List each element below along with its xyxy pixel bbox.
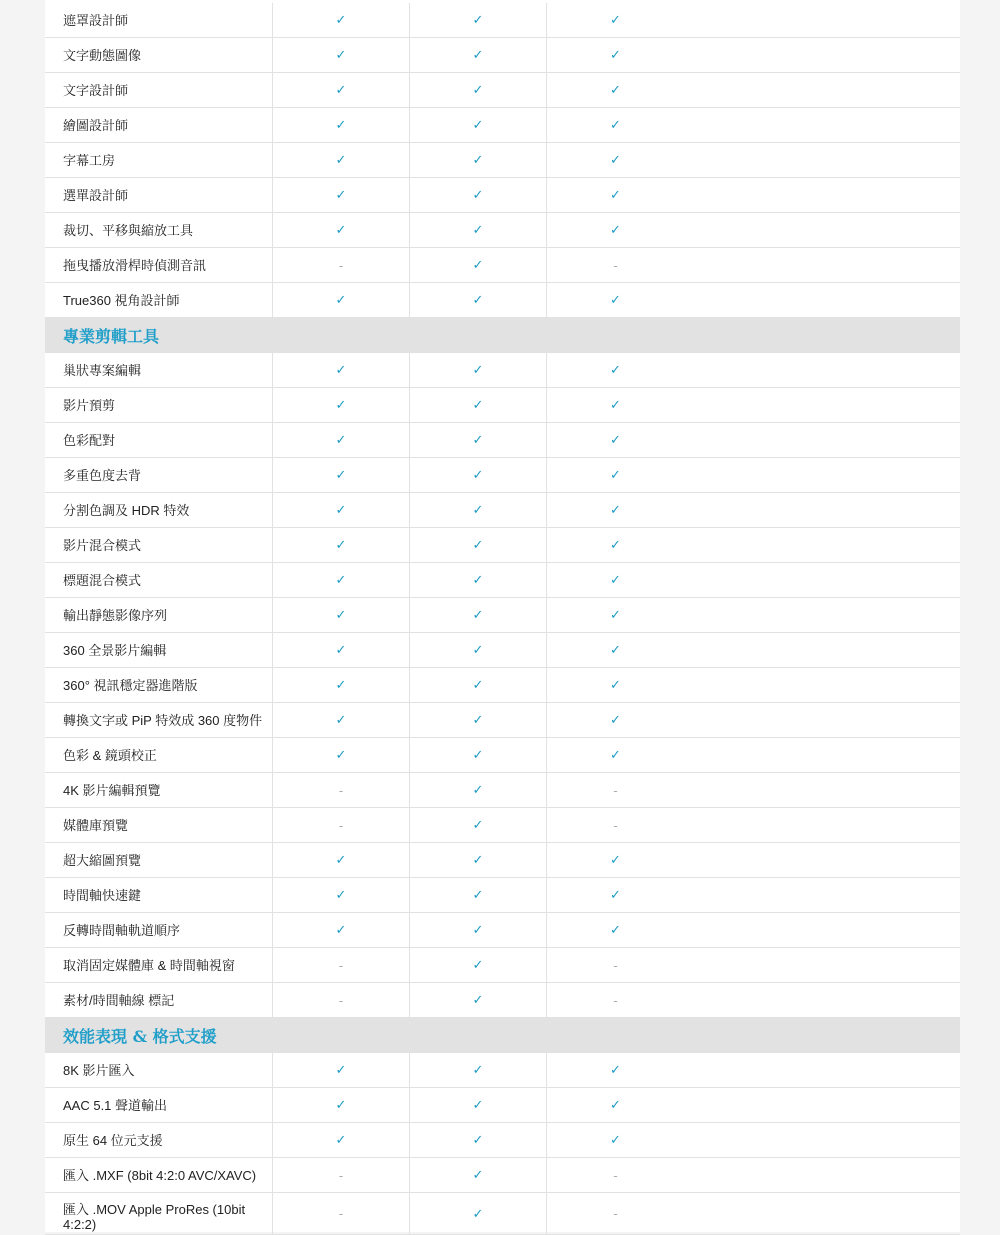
feature-name: 文字設計師 [45, 73, 273, 107]
check-icon: ✓ [410, 808, 547, 842]
check-icon: ✓ [273, 598, 410, 632]
feature-name: True360 視角設計師 [45, 283, 273, 317]
check-icon: ✓ [410, 1123, 547, 1157]
table-row [45, 178, 960, 213]
check-icon: ✓ [273, 423, 410, 457]
table-row [45, 563, 960, 598]
table-row [45, 1053, 960, 1088]
feature-name: 輸出靜態影像序列 [45, 598, 273, 632]
feature-name: 遮罩設計師 [45, 3, 273, 37]
feature-name: 標題混合模式 [45, 563, 273, 597]
table-row [45, 38, 960, 73]
dash-cell: - [273, 808, 410, 842]
dash-cell: - [613, 1167, 618, 1183]
check-icon: ✓ [273, 913, 410, 947]
table-row [45, 1123, 960, 1158]
table-row [45, 738, 960, 773]
check-icon: ✓ [410, 458, 547, 492]
check-icon: ✓ [410, 73, 547, 107]
check-icon: ✓ [410, 1158, 547, 1192]
table-row [45, 388, 960, 423]
check-icon: ✓ [273, 143, 410, 177]
feature-name: 文字動態圖像 [45, 38, 273, 72]
dash-cell: - [613, 817, 618, 833]
check-icon: ✓ [273, 388, 410, 422]
check-icon: ✓ [410, 108, 547, 142]
feature-name: 匯入 .MOV Apple ProRes (10bit 4:2:2) [45, 1193, 273, 1234]
check-icon: ✓ [273, 213, 410, 247]
check-icon: ✓ [273, 633, 410, 667]
feature-name: 時間軸快速鍵 [45, 878, 273, 912]
feature-name: 4K 影片編輯預覽 [45, 773, 273, 807]
check-icon: ✓ [610, 12, 621, 27]
feature-name: 原生 64 位元支援 [45, 1123, 273, 1157]
check-icon: ✓ [273, 353, 410, 387]
dash-cell: - [273, 1193, 410, 1234]
check-icon: ✓ [610, 292, 621, 307]
table-row [45, 528, 960, 563]
table-row [45, 1193, 960, 1235]
table-row [45, 108, 960, 143]
check-icon: ✓ [610, 922, 621, 937]
table-row [45, 878, 960, 913]
table-row [45, 1088, 960, 1123]
check-icon: ✓ [273, 108, 410, 142]
check-icon: ✓ [410, 528, 547, 562]
section-header: 專業剪輯工具 [45, 318, 960, 353]
feature-name: 轉換文字或 PiP 特效成 360 度物件 [45, 703, 273, 737]
check-icon: ✓ [410, 423, 547, 457]
check-icon: ✓ [610, 537, 621, 552]
check-icon: ✓ [610, 222, 621, 237]
feature-name: 色彩配對 [45, 423, 273, 457]
check-icon: ✓ [273, 178, 410, 212]
table-row [45, 3, 960, 38]
check-icon: ✓ [610, 1097, 621, 1112]
check-icon: ✓ [410, 913, 547, 947]
check-icon: ✓ [610, 362, 621, 377]
check-icon: ✓ [410, 178, 547, 212]
check-icon: ✓ [410, 703, 547, 737]
check-icon: ✓ [410, 493, 547, 527]
table-row [45, 983, 960, 1018]
check-icon: ✓ [273, 528, 410, 562]
table-row [45, 1158, 960, 1193]
feature-name: 字幕工房 [45, 143, 273, 177]
table-row [45, 493, 960, 528]
check-icon: ✓ [410, 213, 547, 247]
check-icon: ✓ [273, 1123, 410, 1157]
feature-name: 360° 視訊穩定器進階版 [45, 668, 273, 702]
table-row [45, 213, 960, 248]
check-icon: ✓ [410, 388, 547, 422]
feature-name: 分割色調及 HDR 特效 [45, 493, 273, 527]
feature-name: 素材/時間軸線 標記 [45, 983, 273, 1017]
table-row [45, 773, 960, 808]
dash-cell: - [613, 957, 618, 973]
check-icon: ✓ [273, 283, 410, 317]
check-icon: ✓ [273, 703, 410, 737]
feature-name: 360 全景影片編輯 [45, 633, 273, 667]
dash-cell: - [273, 1158, 410, 1192]
dash-cell: - [273, 983, 410, 1017]
check-icon: ✓ [410, 1193, 547, 1234]
dash-cell: - [273, 948, 410, 982]
check-icon: ✓ [610, 397, 621, 412]
check-icon: ✓ [273, 563, 410, 597]
feature-name: 影片預剪 [45, 388, 273, 422]
dash-cell: - [273, 773, 410, 807]
check-icon: ✓ [610, 677, 621, 692]
check-icon: ✓ [273, 668, 410, 702]
check-icon: ✓ [610, 607, 621, 622]
feature-name: 反轉時間軸軌道順序 [45, 913, 273, 947]
check-icon: ✓ [610, 1132, 621, 1147]
check-icon: ✓ [273, 843, 410, 877]
check-icon: ✓ [410, 878, 547, 912]
check-icon: ✓ [610, 152, 621, 167]
table-row [45, 668, 960, 703]
check-icon: ✓ [410, 1053, 547, 1087]
check-icon: ✓ [273, 38, 410, 72]
feature-name: 拖曳播放滑桿時偵測音訊 [45, 248, 273, 282]
check-icon: ✓ [610, 467, 621, 482]
check-icon: ✓ [410, 283, 547, 317]
check-icon: ✓ [273, 1088, 410, 1122]
dash-cell: - [273, 248, 410, 282]
check-icon: ✓ [273, 738, 410, 772]
table-row [45, 423, 960, 458]
check-icon: ✓ [410, 948, 547, 982]
feature-name: 取消固定媒體庫 & 時間軸視窗 [45, 948, 273, 982]
check-icon: ✓ [610, 432, 621, 447]
check-icon: ✓ [610, 82, 621, 97]
table-row [45, 913, 960, 948]
table-row [45, 948, 960, 983]
check-icon: ✓ [610, 502, 621, 517]
table-row [45, 353, 960, 388]
dash-cell: - [613, 992, 618, 1008]
check-icon: ✓ [273, 1053, 410, 1087]
feature-name: 8K 影片匯入 [45, 1053, 273, 1087]
table-row [45, 843, 960, 878]
feature-name: 裁切、平移與縮放工具 [45, 213, 273, 247]
table-row [45, 703, 960, 738]
feature-name: 匯入 .MXF (8bit 4:2:0 AVC/XAVC) [45, 1158, 273, 1192]
check-icon: ✓ [410, 983, 547, 1017]
table-row [45, 73, 960, 108]
check-icon: ✓ [610, 47, 621, 62]
feature-name: 選單設計師 [45, 178, 273, 212]
feature-name: 巢狀專案編輯 [45, 353, 273, 387]
check-icon: ✓ [610, 747, 621, 762]
feature-name: 影片混合模式 [45, 528, 273, 562]
dash-cell: - [613, 257, 618, 273]
table-row [45, 808, 960, 843]
feature-name: AAC 5.1 聲道輸出 [45, 1088, 273, 1122]
check-icon: ✓ [273, 73, 410, 107]
feature-name: 超大縮圖預覽 [45, 843, 273, 877]
check-icon: ✓ [410, 353, 547, 387]
feature-name: 多重色度去背 [45, 458, 273, 492]
check-icon: ✓ [410, 773, 547, 807]
check-icon: ✓ [610, 572, 621, 587]
table-row [45, 248, 960, 283]
check-icon: ✓ [410, 1088, 547, 1122]
dash-cell: - [613, 782, 618, 798]
table-row [45, 143, 960, 178]
check-icon: ✓ [610, 117, 621, 132]
section-header: 效能表現 & 格式支援 [45, 1018, 960, 1053]
table-row [45, 458, 960, 493]
check-icon: ✓ [410, 633, 547, 667]
check-icon: ✓ [410, 598, 547, 632]
dash-cell: - [613, 1206, 618, 1221]
check-icon: ✓ [610, 1062, 621, 1077]
check-icon: ✓ [410, 143, 547, 177]
check-icon: ✓ [273, 493, 410, 527]
check-icon: ✓ [610, 187, 621, 202]
check-icon: ✓ [610, 712, 621, 727]
table-row [45, 598, 960, 633]
table-row [45, 283, 960, 318]
check-icon: ✓ [273, 878, 410, 912]
check-icon: ✓ [610, 642, 621, 657]
check-icon: ✓ [410, 563, 547, 597]
check-icon: ✓ [410, 248, 547, 282]
feature-name: 繪圖設計師 [45, 108, 273, 142]
table-row [45, 633, 960, 668]
check-icon: ✓ [273, 458, 410, 492]
check-icon: ✓ [610, 887, 621, 902]
check-icon: ✓ [410, 38, 547, 72]
feature-name: 媒體庫預覽 [45, 808, 273, 842]
check-icon: ✓ [273, 3, 410, 37]
check-icon: ✓ [610, 852, 621, 867]
check-icon: ✓ [410, 3, 547, 37]
check-icon: ✓ [410, 668, 547, 702]
check-icon: ✓ [410, 843, 547, 877]
feature-name: 色彩 & 鏡頭校正 [45, 738, 273, 772]
check-icon: ✓ [410, 738, 547, 772]
